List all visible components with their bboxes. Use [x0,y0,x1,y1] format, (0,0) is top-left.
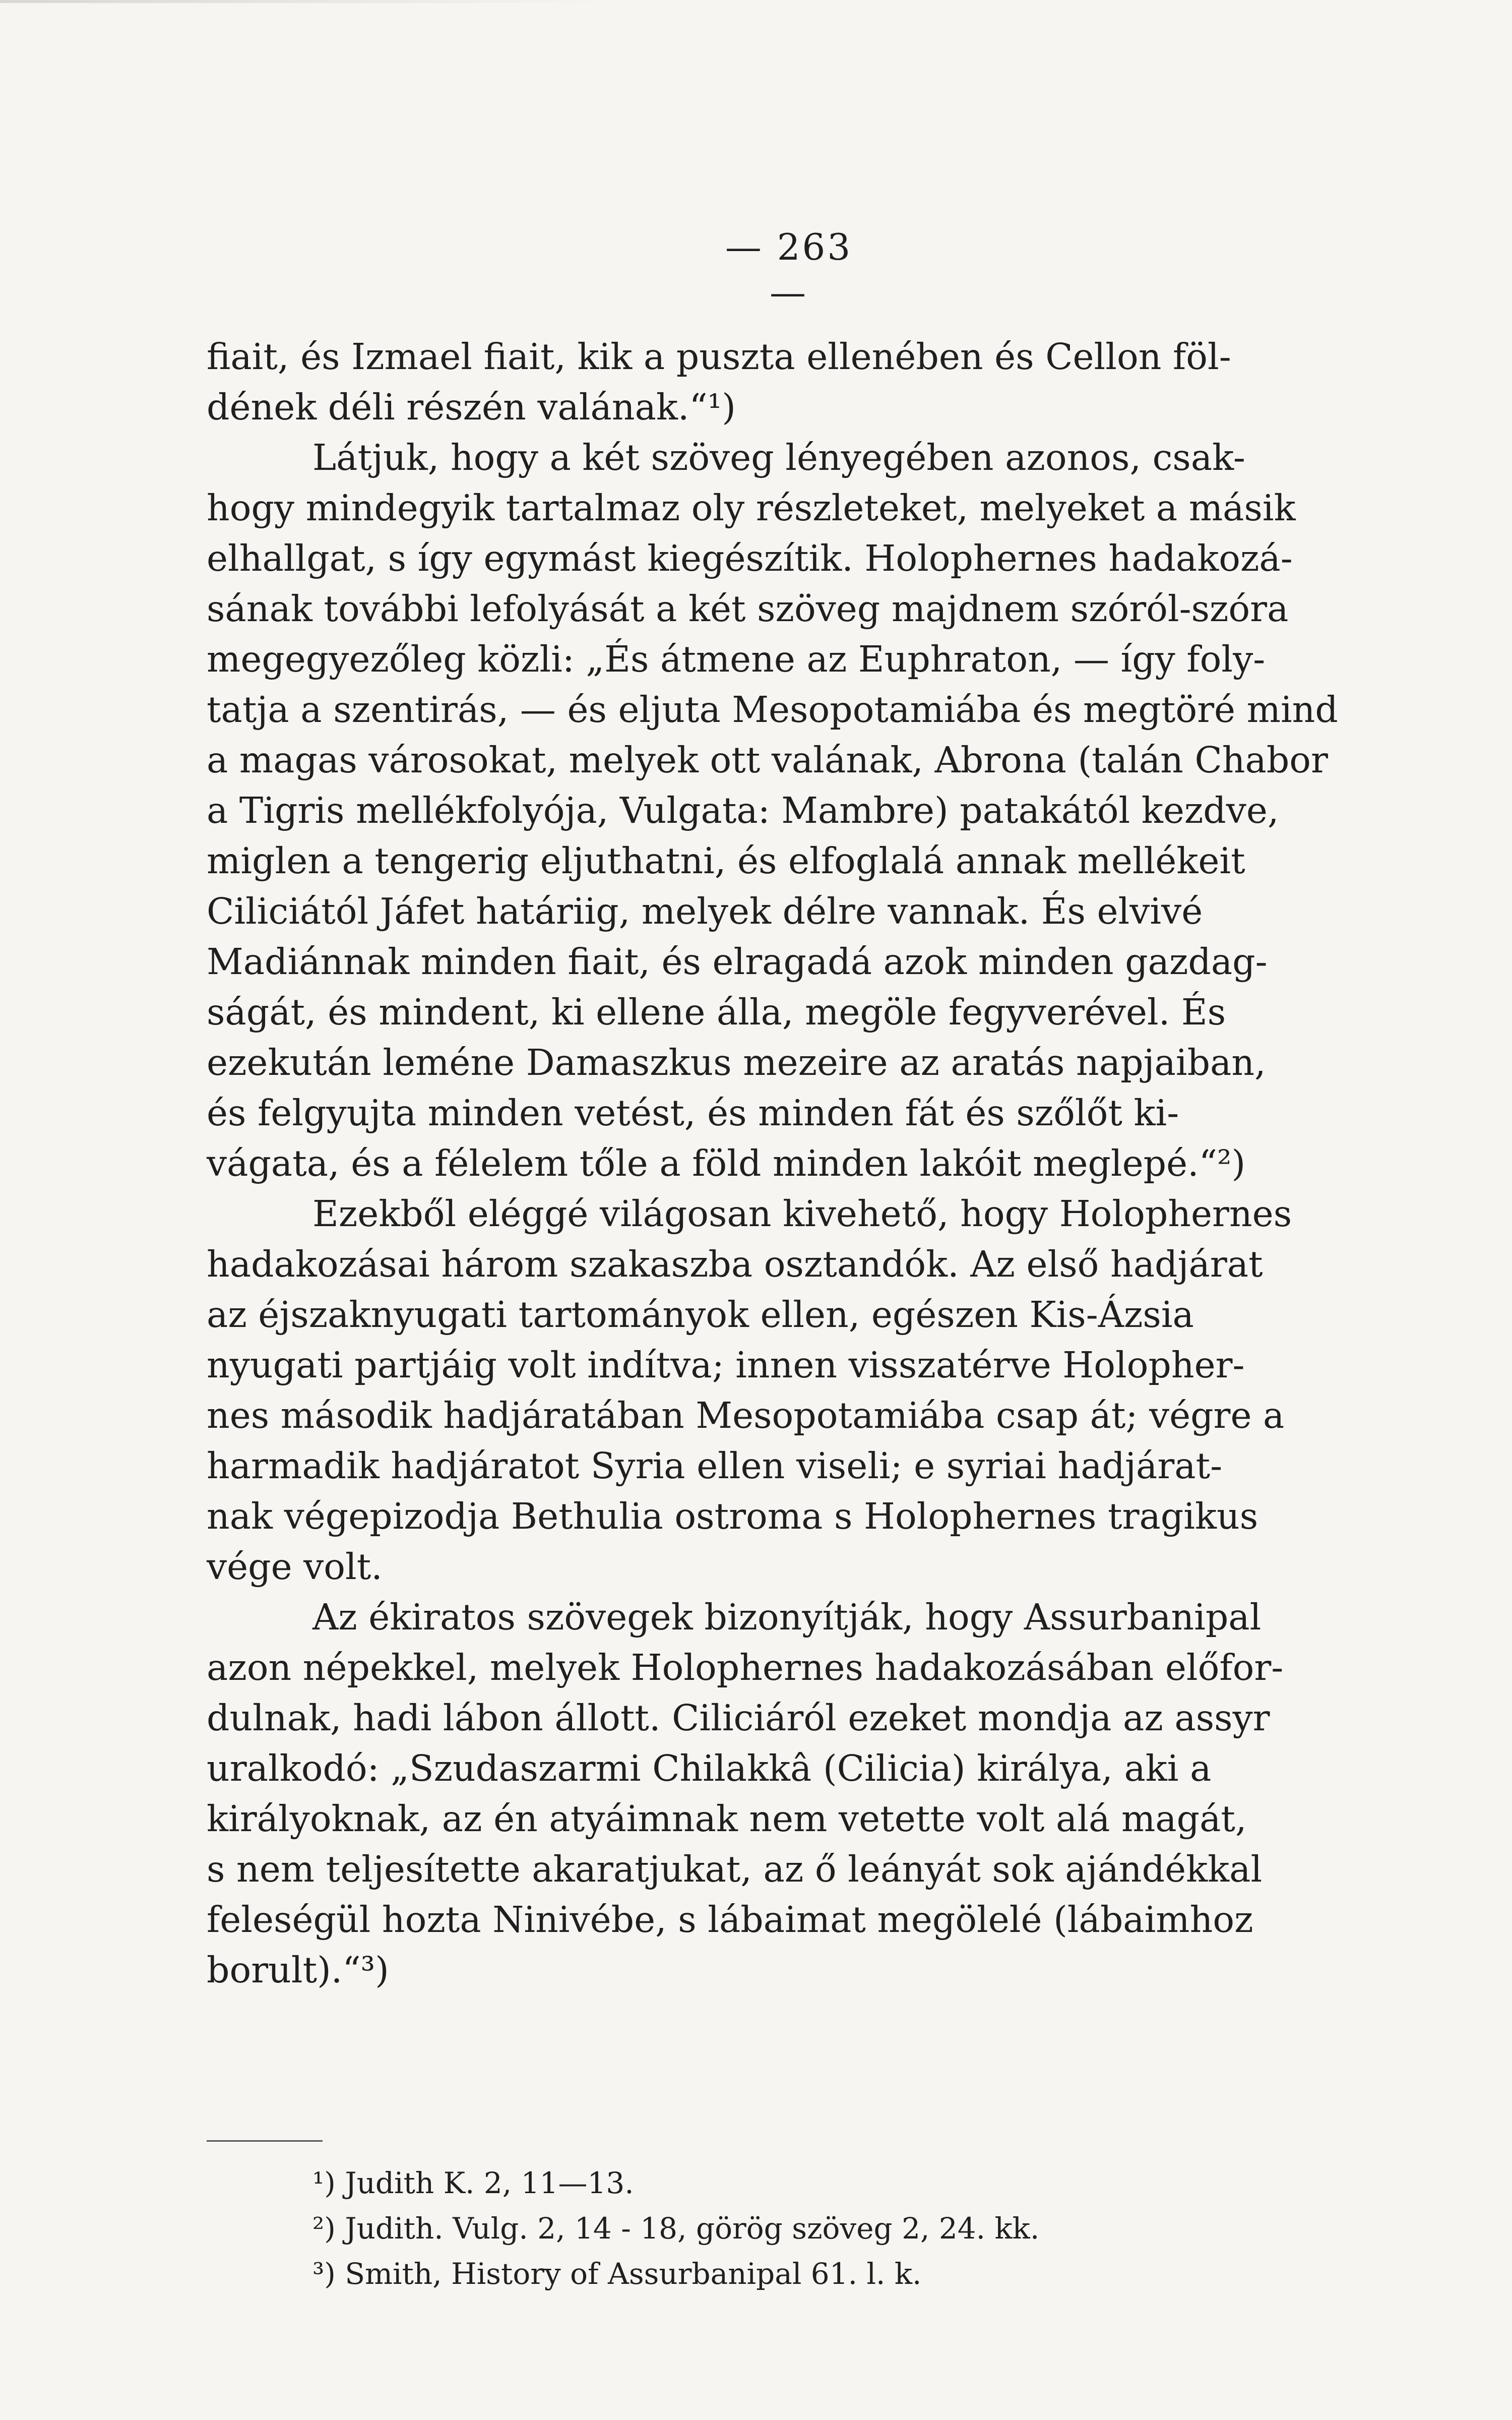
body-line: dulnak, hadi lábon állott. Ciliciáról ezeket mondja az assyr [207,1697,1270,1739]
body-line: nak végepizodja Bethulia ostroma s Holophernes tragikus [207,1495,1258,1537]
body-line: a magas városokat, melyek ott valának, Abrona (talán Chabor [207,739,1328,781]
page-edge-shadow [0,0,1512,3]
body-line: feleségül hozta Ninivébe, s lábaimat megölelé (lábaimhoz [207,1899,1253,1941]
footnote: ³) Smith, History of Assurbanipal 61. l. k. [312,2257,922,2291]
body-line: és felgyujta minden vetést, és minden fát és szőlőt ki- [207,1092,1179,1134]
body-line: dének déli részén valának.“¹) [207,386,736,428]
body-line: sának további lefolyását a két szöveg majdnem szóról-szóra [207,588,1289,630]
body-line: Az ékiratos szövegek bizonyítják, hogy Assurbanipal [312,1596,1262,1638]
body-line: vágata, és a félelem tőle a föld minden lakóit meglepé.“²) [207,1142,1246,1184]
body-line: ságát, és mindent, ki ellene álla, megöle fegyverével. És [207,991,1226,1033]
body-line: hadakozásai három szakaszba osztandók. Az első hadjárat [207,1243,1263,1285]
body-line: Látjuk, hogy a két szöveg lényegében azonos, csak- [312,437,1245,478]
body-line: uralkodó: „Szudaszarmi Chilakkâ (Cilicia) királya, aki a [207,1747,1212,1789]
body-line: borult).“³) [207,1949,389,1991]
body-line: ezekután leméne Damaszkus mezeire az aratás napjaiban, [207,1042,1266,1083]
body-line: nes második hadjáratában Mesopotamiába csap át; végre a [207,1395,1285,1436]
body-line: azon népekkel, melyek Holophernes hadakozásában előfor- [207,1647,1284,1688]
footnote: ²) Judith. Vulg. 2, 14 - 18, görög szöveg 2, 24. kk. [312,2211,1040,2246]
body-line: elhallgat, s így egymást kiegészítik. Holophernes hadakozá- [207,537,1293,579]
body-line: fiait, és Izmael fiait, kik a puszta ellenében és Cellon föl- [207,336,1231,378]
footnote: ¹) Judith K. 2, 11—13. [312,2166,634,2200]
body-line: Madiánnak minden fiait, és elragadá azok minden gazdag- [207,941,1268,983]
body-line: vége volt. [207,1546,383,1588]
body-line: s nem teljesítette akaratjukat, az ő leányát sok ajándékkal [207,1848,1263,1890]
body-line: harmadik hadjáratot Syria ellen viseli; e syriai hadjárat- [207,1445,1223,1487]
body-line: tatja a szentirás, — és eljuta Mesopotamiába és megtöré mind [207,689,1338,731]
body-line: Ezekből eléggé világosan kivehető, hogy Holophernes [312,1193,1292,1235]
page-number: — 263 — [725,226,853,314]
body-line: hogy mindegyik tartalmaz oly részleteket, melyeket a másik [207,487,1296,529]
body-line: megegyezőleg közli: „És átmene az Euphraton, — így foly- [207,638,1266,680]
footnote-divider [207,2140,323,2142]
body-line: királyoknak, az én atyáimnak nem vetette volt alá magát, [207,1798,1247,1840]
body-line: a Tigris mellékfolyója, Vulgata: Mambre) patakától kezdve, [207,790,1279,831]
body-line: miglen a tengerig eljuthatni, és elfoglalá annak mellékeit [207,840,1245,882]
body-line: nyugati partjáig volt indítva; innen visszatérve Holopher- [207,1344,1245,1386]
body-line: Ciliciától Jáfet határiig, melyek délre vannak. És elvivé [207,890,1203,932]
body-line: az éjszaknyugati tartományok ellen, egészen Kis-Ázsia [207,1294,1194,1336]
